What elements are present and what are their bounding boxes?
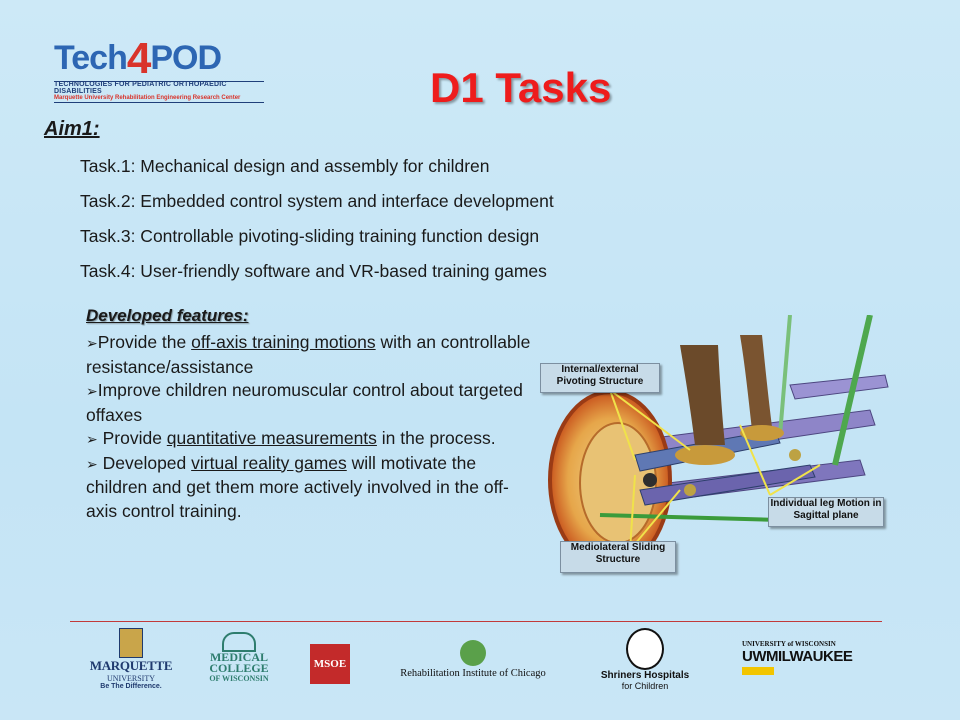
callout-sliding: Mediolateral Sliding Structure — [560, 541, 676, 573]
logo-tech: Tech — [54, 39, 127, 77]
callout-pivoting: Internal/external Pivoting Structure — [540, 363, 660, 393]
arrow-bullet-icon: ➢ — [86, 383, 98, 399]
task-3: Task.3: Controllable pivoting-sliding training function design — [80, 226, 540, 246]
feature-item: ➢Improve children neuromuscular control about targeted offaxes — [86, 380, 523, 425]
ric-logo: Rehabilitation Institute of Chicago — [388, 640, 558, 690]
feature-item: ➢ Developed virtual reality games will motivate the children and get them more actively involved in the off-axis control training. — [86, 452, 509, 521]
logo-pod: POD — [150, 39, 222, 77]
logo-four: 4 — [126, 34, 151, 83]
ric-emblem-icon — [460, 640, 486, 666]
features-heading: Developed features: — [86, 306, 249, 325]
book-icon — [222, 632, 256, 652]
trainer-device-figure — [540, 315, 895, 585]
shriners-emblem-icon — [626, 628, 664, 670]
footer-divider — [70, 621, 882, 622]
features-list — [86, 331, 538, 523]
slide-title: D1 Tasks — [430, 64, 612, 111]
mcw-logo: MEDICAL COLLEGE OF WISCONSIN — [200, 632, 278, 692]
arrow-bullet-icon: ➢ — [86, 455, 98, 472]
feature-item: ➢Provide the off-axis training motions with an controllable resistance/assistance — [86, 332, 531, 377]
logo-subtagline: Marquette University Rehabilitation Engineering Research Center — [54, 95, 241, 101]
feature-item: ➢ Provide quantitative measurements in the process. — [86, 428, 496, 448]
uwm-color-bar-icon — [742, 667, 774, 675]
marquette-logo: MARQUETTE UNIVERSITY Be The Difference. — [86, 628, 176, 698]
arrow-bullet-icon: ➢ — [86, 431, 98, 447]
task-4: Task.4: User-friendly software and VR-based training games — [80, 261, 547, 281]
marquette-crest-icon — [119, 628, 143, 658]
task-1: Task.1: Mechanical design and assembly for children — [80, 156, 490, 176]
shriners-logo: Shriners Hospitals for Children — [590, 628, 700, 693]
uwm-logo: UNIVERSITY of WISCONSIN UWMILWAUKEE — [742, 640, 867, 685]
aim-heading: Aim1: — [44, 118, 100, 140]
callout-leg-motion: Individual leg Motion in Sagittal plane — [768, 497, 884, 527]
tech4pod-logo — [54, 30, 264, 100]
logo-tagline: TECHNOLOGIES FOR PEDIATRIC ORTHOPAEDIC DISABILITIES — [54, 81, 227, 95]
arrow-bullet-icon: ➢ — [86, 335, 98, 351]
msoe-logo: MSOE — [310, 644, 350, 684]
task-2: Task.2: Embedded control system and interface development — [80, 191, 554, 211]
